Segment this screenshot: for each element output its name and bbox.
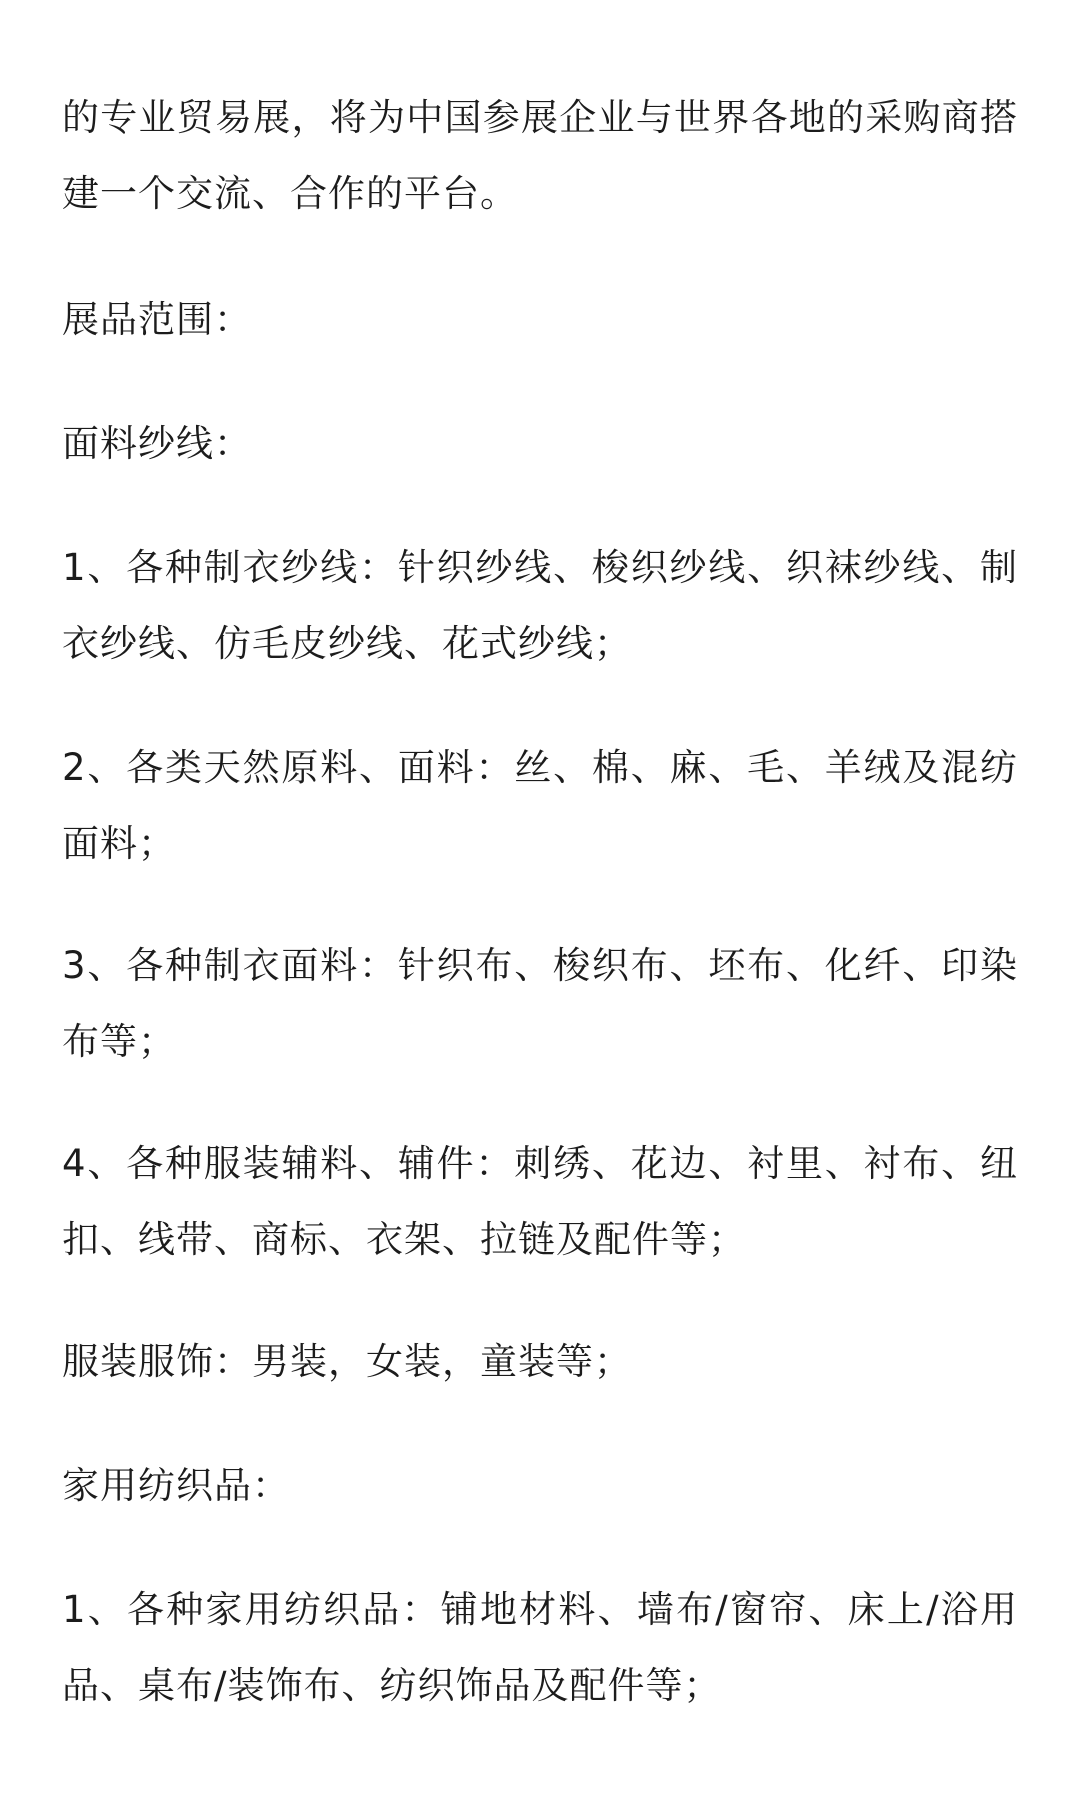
fabric-yarn-item-2: 2、各类天然原料、面料：丝、棉、麻、毛、羊绒及混纺面料； [62, 746, 1018, 865]
fabric-yarn-item-4: 4、各种服装辅料、辅件：刺绣、花边、衬里、衬布、纽扣、线带、商标、衣架、拉链及配件等； [62, 1142, 1018, 1261]
home-textiles-heading: 家用纺织品： [62, 1464, 290, 1507]
fabric-yarn-item-1: 1、各种制衣纱线：针织纱线、梭织纱线、织袜纱线、制衣纱线、仿毛皮纱线、花式纱线； [62, 546, 1018, 665]
fabric-yarn-heading: 面料纱线： [62, 422, 252, 465]
article-body [62, 0, 1018, 1800]
apparel-paragraph: 服装服饰：男装，女装，童装等； [62, 1340, 632, 1383]
intro-paragraph: 的专业贸易展，将为中国参展企业与世界各地的采购商搭建一个交流、合作的平台。 [62, 96, 1018, 215]
home-textiles-item-1: 1、各种家用纺织品：铺地材料、墙布/窗帘、床上/浴用品、桌布/装饰布、纺织饰品及配件等； [62, 1588, 1018, 1707]
exhibit-scope-heading: 展品范围： [62, 298, 252, 341]
fabric-yarn-item-3: 3、各种制衣面料：针织布、梭织布、坯布、化纤、印染布等； [62, 944, 1018, 1063]
